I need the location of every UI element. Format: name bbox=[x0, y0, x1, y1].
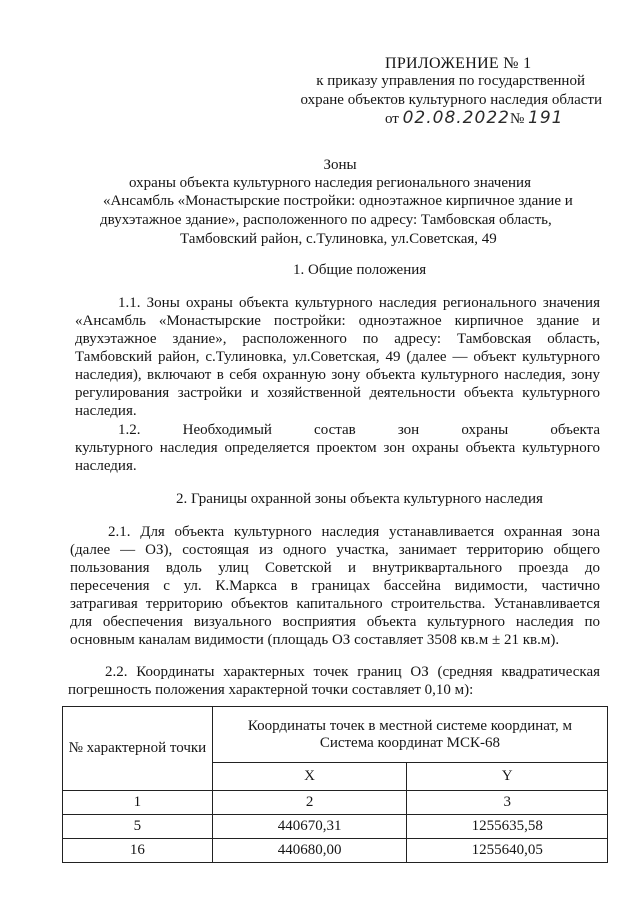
table-row bbox=[63, 839, 608, 863]
y-header: Y bbox=[407, 763, 608, 791]
section-2-heading: 2. Границы охранной зоны объекта культурного наследия bbox=[176, 491, 543, 507]
s1-p1-line-5: наследия), включают в себя охранную зону объекта культурного наследия, зону bbox=[75, 367, 600, 383]
table-cell: 2 bbox=[212, 791, 407, 815]
point-number-header: № характерной точки bbox=[63, 707, 213, 791]
coords-header-line-2: Система координат МСК-68 bbox=[319, 734, 500, 751]
s1-p1-line-4: Тамбовский район, с.Тулиновка, ул.Советская, 49 (далее — объект культурного bbox=[75, 349, 600, 365]
number-label: № bbox=[509, 111, 525, 127]
s1-p2-line-2: культурного наследия определяется проектом зон охраны объекта культурного bbox=[75, 440, 600, 456]
table-cell: 440670,31 bbox=[212, 815, 407, 839]
coords-header-line-1: Координаты точек в местной системе координат, м bbox=[247, 717, 572, 734]
table-cell: 440680,00 bbox=[212, 839, 407, 863]
s2-p1-line-7: основным каналам видимости (площадь ОЗ составляет 3508 кв.м ± 21 кв.м). bbox=[70, 632, 560, 648]
header-date-line bbox=[385, 110, 563, 128]
handwritten-date: 02.08.2022 bbox=[402, 108, 510, 128]
from-label: от bbox=[385, 111, 399, 127]
s1-p1-line-6: регулирования застройки и хозяйственной деятельности объекта культурного bbox=[75, 385, 600, 401]
header-line-2: охране объектов культурного наследия области bbox=[300, 92, 602, 108]
table-cell: 3 bbox=[407, 791, 608, 815]
s2-p1-line-5: затрагивая территорию объектов капитального строительства. Устанавливается bbox=[70, 596, 600, 612]
s2-p1-line-6: для обеспечения визуального восприятия объекта культурного наследия по bbox=[70, 614, 600, 630]
s1-p1-line-3: двухэтажное здание», расположенного по адресу: Тамбовская область, bbox=[75, 331, 600, 347]
table-row bbox=[63, 815, 608, 839]
s2-p1-line-1: 2.1. Для объекта культурного наследия устанавливается охранная зона bbox=[108, 524, 600, 540]
s2-p2-line-2: погрешность положения характерной точки составляет 0,10 м): bbox=[68, 682, 474, 698]
title-line-5: Тамбовский район, с.Тулиновка, ул.Советская, 49 bbox=[180, 231, 497, 247]
title-line-4: двухэтажное здание», расположенного по адресу: Тамбовская область, bbox=[100, 212, 552, 228]
title-line-2: охраны объекта культурного наследия регионального значения bbox=[129, 175, 531, 191]
table-cell: 16 bbox=[63, 839, 213, 863]
handwritten-number: 191 bbox=[528, 108, 564, 128]
table-cell: 1255635,58 bbox=[407, 815, 608, 839]
x-header: X bbox=[212, 763, 407, 791]
s1-p2-line-3: наследия. bbox=[75, 458, 137, 474]
table-cell: 1 bbox=[63, 791, 213, 815]
s1-p1-line-1: 1.1. Зоны охраны объекта культурного наследия регионального значения bbox=[118, 295, 600, 311]
s2-p1-line-3: пользования вдоль улиц Советской и внутриквартального проезда до bbox=[70, 560, 600, 576]
section-1-heading: 1. Общие положения bbox=[293, 262, 427, 278]
table-cell: 1255640,05 bbox=[407, 839, 608, 863]
table-header-row bbox=[63, 707, 608, 763]
header-line-1: к приказу управления по государственной bbox=[316, 73, 585, 89]
appendix-title: ПРИЛОЖЕНИЕ № 1 bbox=[385, 55, 532, 72]
title-line-1: Зоны bbox=[323, 157, 357, 173]
table-cell: 5 bbox=[63, 815, 213, 839]
table-row bbox=[63, 791, 608, 815]
s2-p1-line-2: (далее — ОЗ), состоящая из одного участка, занимает территорию общего bbox=[70, 542, 600, 558]
s1-p1-line-2: «Ансамбль «Монастырские постройки: одноэтажное кирпичное здание и bbox=[75, 313, 600, 329]
s1-p2-line-1: 1.2. Необходимый состав зон охраны объекта bbox=[118, 422, 600, 438]
s1-p1-line-7: наследия. bbox=[75, 403, 137, 419]
s2-p2-line-1: 2.2. Координаты характерных точек границ ОЗ (средняя квадратическая bbox=[105, 664, 600, 680]
coordinates-table bbox=[62, 706, 608, 863]
s2-p1-line-4: пересечения с ул. К.Маркса в границах бассейна видимости, частично bbox=[70, 578, 600, 594]
coords-system-header bbox=[212, 707, 607, 763]
title-line-3: «Ансамбль «Монастырские постройки: одноэтажное кирпичное здание и bbox=[103, 193, 573, 209]
